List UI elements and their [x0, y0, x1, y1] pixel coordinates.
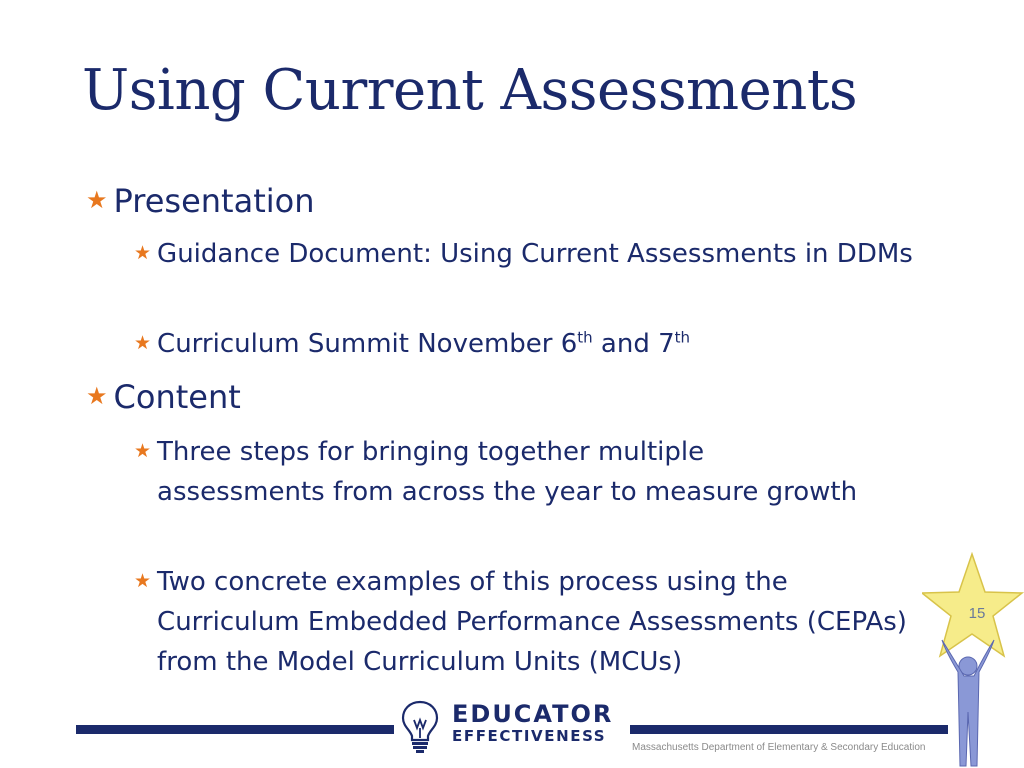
star-bullet-icon: ★ — [86, 382, 108, 410]
star-figure-icon — [922, 552, 1024, 768]
superscript-th: th — [577, 328, 593, 347]
logo-line2: EFFECTIVENESS — [452, 727, 607, 745]
bullet-content — [86, 378, 241, 416]
summit-text: Curriculum Summit November 6 — [157, 329, 578, 359]
logo-line1: EDUCATOR — [452, 700, 614, 728]
star-bullet-icon: ★ — [134, 440, 152, 462]
footer-bar-right — [630, 725, 948, 734]
star-bullet-icon: ★ — [134, 242, 152, 264]
bullet-text: Two concrete examples of this process using the Curriculum Embedded Performance Assessments (CEPAs) from the Model Curriculum Units (MCUs) — [157, 567, 907, 677]
star-bullet-icon: ★ — [134, 570, 152, 592]
footer-organization: Massachusetts Department of Elementary & Secondary Education — [632, 742, 926, 753]
star-bullet-icon: ★ — [134, 332, 152, 354]
bullet-three-steps — [134, 432, 894, 512]
lightbulb-icon — [398, 698, 442, 754]
bullet-guidance — [134, 234, 954, 274]
bullet-text: Content — [113, 378, 241, 416]
page-number: 15 — [968, 605, 986, 622]
bullet-text — [157, 324, 690, 364]
bullet-text: Guidance Document: Using Current Assessments in DDMs — [157, 239, 913, 269]
summit-and: and 7 — [592, 329, 675, 359]
bullet-text: Presentation — [113, 182, 315, 220]
superscript-th: th — [674, 328, 691, 347]
footer-bar-left — [76, 725, 394, 734]
educator-effectiveness-logo — [452, 702, 613, 744]
bullet-presentation — [86, 182, 314, 220]
bullet-two-examples — [134, 562, 914, 682]
bullet-text: Three steps for bringing together multiple assessments from across the year to measure growth — [157, 437, 858, 507]
slide-title: Using Current Assessments — [82, 58, 858, 123]
star-bullet-icon: ★ — [86, 186, 108, 214]
bullet-summit — [134, 324, 690, 364]
